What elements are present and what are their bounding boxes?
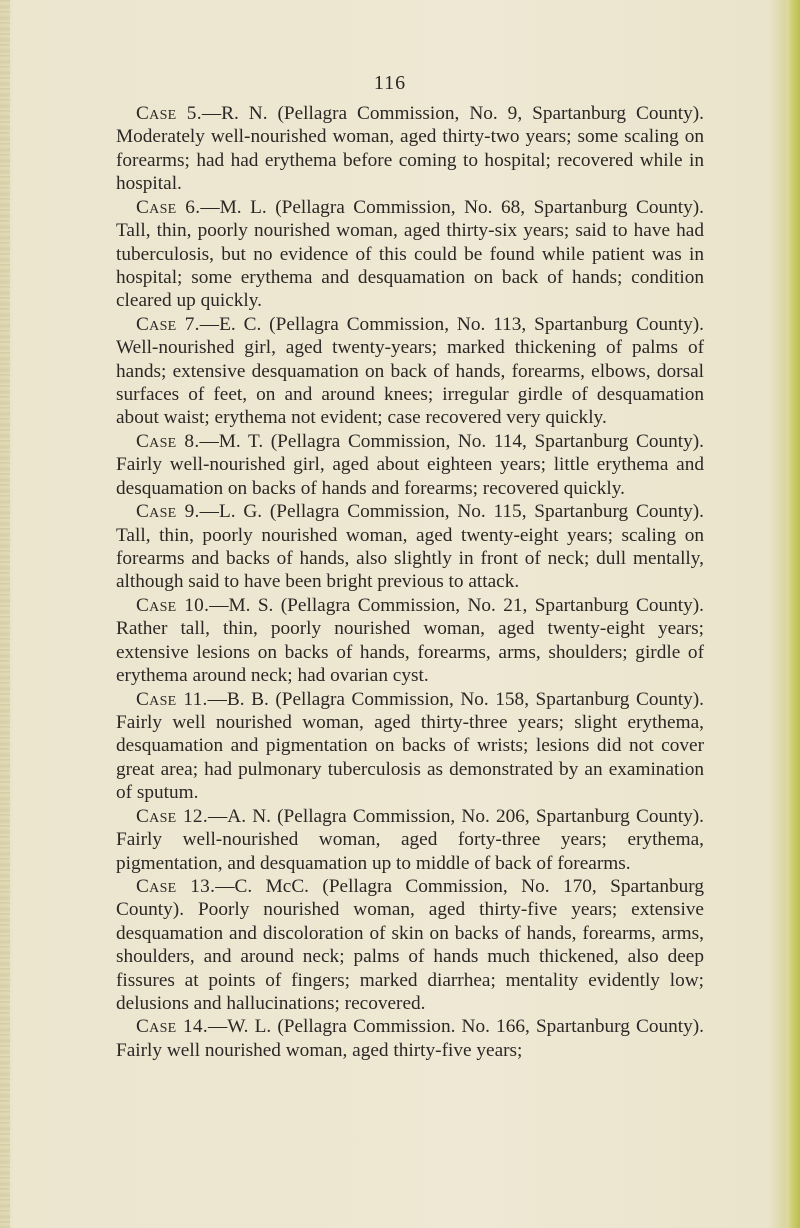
case-label: Case 5. xyxy=(136,103,202,124)
case-label: Case 10. xyxy=(136,594,210,616)
page-left-edge xyxy=(0,0,10,1228)
case-label: Case 14. xyxy=(136,1016,208,1038)
case-text: —R. N. (Pellagra Commission, No. 9, Spartanburg County). Moderately well-nourished woman, aged thirty-two years; some scaling on forearms; had had erythema before coming to hospital; recovered while in hospital. xyxy=(116,103,704,195)
case-label: Case 12. xyxy=(136,805,208,827)
page-right-edge xyxy=(786,0,800,1228)
case-list xyxy=(116,102,704,1062)
case-text: —L. G. (Pellagra Commission, No. 115, Spartanburg County). Tall, thin, poorly nourished woman, aged twenty-eight years; scaling on forearms and backs of hands, also slightly in front of neck; dull mentally, although said to have been bright previous to attack. xyxy=(116,501,704,593)
case-paragraph xyxy=(116,688,704,805)
case-label: Case 6. xyxy=(136,196,201,218)
case-paragraph xyxy=(116,594,704,688)
case-text: —W. L. (Pellagra Commission. No. 166, Spartanburg County). Fairly well nourished woman, aged thirty-five years; xyxy=(116,1016,704,1061)
case-text: —M. L. (Pellagra Commission, No. 68, Spartanburg County). Tall, thin, poorly nourished woman, aged thirty-six years; said to have had tuberculosis, but no evidence of this could be found while patient was in hospital; some erythema and desquamation on back of hands; condition cleared up quickly. xyxy=(116,196,704,312)
case-label: Case 7. xyxy=(136,313,200,335)
case-paragraph xyxy=(116,102,704,196)
case-text: —A. N. (Pellagra Commission, No. 206, Spartanburg County). Fairly well-nourished woman, aged forty-three years; erythema, pigmentation, and desquamation up to middle of back of forearms. xyxy=(116,805,704,874)
case-label: Case 8. xyxy=(136,430,200,452)
case-label: Case 13. xyxy=(136,875,216,897)
case-text: —B. B. (Pellagra Commission, No. 158, Spartanburg County). Fairly well nourished woman, aged thirty-three years; slight erythema, desquamation and pigmentation on backs of wrists; lesions did not cover great area; had pulmonary tuberculosis as demonstrated by an examination of sputum. xyxy=(116,688,704,804)
page-number: 116 xyxy=(373,72,407,94)
case-label: Case 11. xyxy=(136,688,208,710)
case-paragraph xyxy=(116,313,704,430)
case-paragraph xyxy=(116,430,704,500)
case-paragraph xyxy=(116,875,704,1016)
case-paragraph xyxy=(116,1015,704,1062)
case-text: —M. T. (Pellagra Commission, No. 114, Spartanburg County). Fairly well-nourished girl, aged about eighteen years; little erythema and desquamation on backs of hands and forearms; recovered quickly. xyxy=(116,430,704,499)
case-paragraph xyxy=(116,196,704,313)
case-text: —E. C. (Pellagra Commission, No. 113, Spartanburg County). Well-nourished girl, aged twenty-years; marked thickening of palms of hands; extensive desquamation on back of hands, forearms, elbows, dorsal surfaces of feet, on and around knees; irregular girdle of desquamation about waist; erythema not evident; case recovered very quickly. xyxy=(116,313,704,429)
case-paragraph xyxy=(116,500,704,594)
case-label: Case 9. xyxy=(136,501,200,523)
case-text: —M. S. (Pellagra Commission, No. 21, Spartanburg County). Rather tall, thin, poorly nourished woman, aged twenty-eight years; extensive lesions on backs of hands, forearms, arms, shoulders; girdle of erythema around neck; had ovarian cyst. xyxy=(116,594,704,687)
case-paragraph xyxy=(116,805,704,875)
case-text: —C. McC. (Pellagra Commission, No. 170, Spartanburg County). Poorly nourished woman, aged thirty-five years; extensive desquamation and discoloration of skin on backs of hands, forearms, arms, shoulders, and around neck; palms of hands much thickened, also deep fissures at points of fingers; marked diarrhea; mentality evidently low; delusions and hallucinations; recovered. xyxy=(116,875,704,1015)
